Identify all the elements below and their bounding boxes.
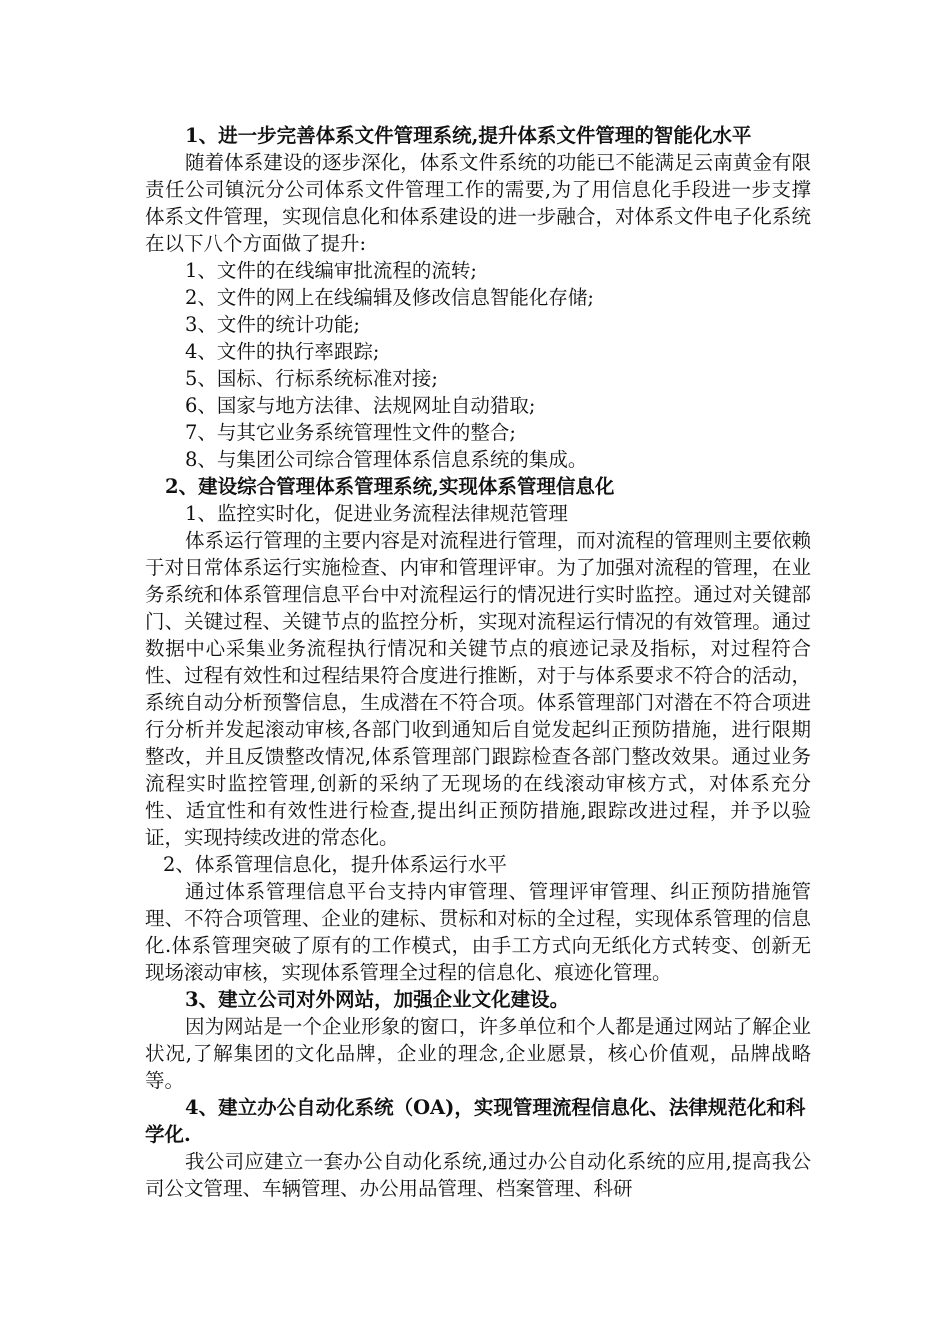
list-item: 5、国标、行标系统标准对接; bbox=[185, 367, 438, 390]
section2-heading: 2、建设综合管理体系管理系统,实现体系管理信息化 bbox=[165, 475, 615, 498]
section2-sub1-body: 体系运行管理的主要内容是对流程进行管理，而对流程的管理则主要依赖于对日常体系运行实施检查、内审和管理评审。为了加强对流程的管理，在业务系统和体系管理信息平台中对流程运行的情况进行实时监控。通过对关键部门、关键过程、关键节点的监控分析，实现对流程运行情况的有效管理。通过数据中心采集业务流程执行情况和关键节点的痕迹记录及指标，对过程符合性、过程有效性和过程结果符合度进行推断，对于与体系要求不符合的活动，系统自动分析预警信息，生成潜在不符合项。体系管理部门对潜在不符合项进行分析并发起滚动审核,各部门收到通知后自觉发起纠正预防措施，进行限期整改，并且反馈整改情况,体系管理部门跟踪检查各部门整改效果。通过业务流程实时监控管理,创新的采纳了无现场的在线滚动审核方式，对体系充分性、适宜性和有效性进行检查,提出纠正预防措施,跟踪改进过程，并予以验证，实现持续改进的常态化。 bbox=[145, 529, 811, 849]
list-item: 6、国家与地方法律、法规网址自动猎取; bbox=[185, 394, 536, 417]
section1-intro: 随着体系建设的逐步深化，体系文件系统的功能已不能满足云南黄金有限责任公司镇沅分公司体系文件管理工作的需要,为了用信息化手段进一步支撑体系文件管理，实现信息化和体系建设的进一步融合，对体系文件电子化系统在以下八个方面做了提升: bbox=[145, 151, 811, 255]
section4-body: 我公司应建立一套办公自动化系统,通过办公自动化系统的应用,提高我公司公文管理、车辆管理、办公用品管理、档案管理、科研 bbox=[145, 1150, 811, 1200]
section2-sub2-title: 2、体系管理信息化，提升体系运行水平 bbox=[163, 853, 507, 876]
section2-sub2-body: 通过体系管理信息平台支持内审管理、管理评审管理、纠正预防措施管理、不符合项管理、企业的建标、贯标和对标的全过程，实现体系管理的信息化.体系管理突破了原有的工作模式，由手工方式向无纸化方式转变、创新无现场滚动审核，实现体系管理全过程的信息化、痕迹化管理。 bbox=[145, 880, 811, 984]
list-item: 2、文件的网上在线编辑及修改信息智能化存储; bbox=[185, 286, 594, 309]
section1-heading: 1、进一步完善体系文件管理系统,提升体系文件管理的智能化水平 bbox=[185, 124, 752, 147]
section3-heading: 3、建立公司对外网站，加强企业文化建设。 bbox=[185, 988, 570, 1011]
section2-sub1-title: 1、监控实时化，促进业务流程法律规范管理 bbox=[185, 502, 568, 525]
list-item: 3、文件的统计功能; bbox=[185, 313, 360, 336]
list-item: 4、文件的执行率跟踪; bbox=[185, 340, 380, 363]
list-item: 1、文件的在线编审批流程的流转; bbox=[185, 259, 477, 282]
document-page bbox=[145, 122, 811, 1202]
section3-body: 因为网站是一个企业形象的窗口，许多单位和个人都是通过网站了解企业状况,了解集团的文化品牌，企业的理念,企业愿景，核心价值观，品牌战略等。 bbox=[145, 1015, 811, 1092]
section4-heading: 4、建立办公自动化系统（OA)，实现管理流程信息化、法律规范化和科学化. bbox=[145, 1096, 806, 1146]
section1-list bbox=[145, 257, 811, 473]
list-item: 8、与集团公司综合管理体系信息系统的集成。 bbox=[185, 448, 588, 471]
list-item: 7、与其它业务系统管理性文件的整合; bbox=[185, 421, 516, 444]
